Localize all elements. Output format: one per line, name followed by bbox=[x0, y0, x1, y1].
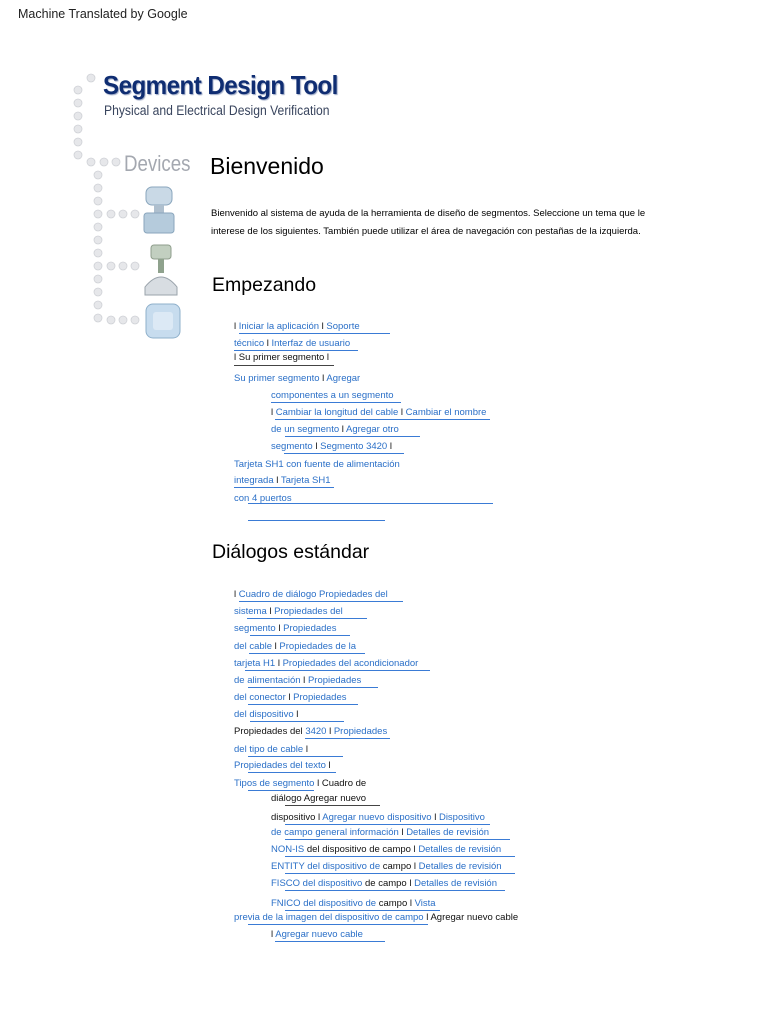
line-underline bbox=[234, 365, 334, 366]
link-underline bbox=[248, 924, 428, 925]
getting-started-heading: Empezando bbox=[212, 274, 317, 296]
intro-paragraph: Bienvenido al sistema de ayuda de la herramienta de diseño de segmentos. Seleccione un tema que le interese de los siguientes. También puede utilizar el área de navegación con pestañas de la izquierda. bbox=[211, 208, 646, 237]
sd-line-4: del cable l Propiedades de la bbox=[234, 641, 357, 652]
sd-line-19: FNICO del dispositivo de campo l Vista bbox=[271, 898, 436, 909]
link-support[interactable]: Soporte bbox=[326, 321, 360, 332]
link-4-ports[interactable]: con 4 puertos bbox=[234, 493, 292, 504]
link-underline bbox=[248, 704, 358, 705]
sd-line-11: Propiedades del texto l bbox=[234, 760, 331, 771]
app-logo-subtitle: Physical and Electrical Design Verification bbox=[104, 103, 330, 118]
link-change-cable-length[interactable]: Cambiar la longitud del cable bbox=[275, 407, 399, 418]
sd-line-14: dispositivo l Agregar nuevo dispositivo l Dispositivo bbox=[271, 812, 485, 823]
sd-line-15: de campo general información l Detalles de revisión bbox=[271, 827, 490, 838]
link-device-properties[interactable]: Propiedades bbox=[293, 692, 347, 703]
link-of-cable[interactable]: del cable bbox=[234, 641, 273, 652]
link-start-app[interactable]: Iniciar la aplicación bbox=[238, 321, 320, 332]
gs-line-2: técnico l Interfaz de usuario bbox=[234, 338, 351, 349]
link-connector-properties[interactable]: Propiedades bbox=[307, 675, 362, 686]
link-user-interface[interactable]: Interfaz de usuario bbox=[271, 338, 351, 349]
link-underline bbox=[275, 941, 385, 942]
link-underline bbox=[248, 687, 378, 688]
sd-line-7: del conector l Propiedades bbox=[234, 692, 347, 703]
link-underline bbox=[285, 839, 510, 840]
link-revision-details-2[interactable]: Detalles de revisión bbox=[418, 844, 502, 855]
link-segment-3420[interactable]: Segmento 3420 bbox=[320, 441, 388, 452]
link-field-general-info[interactable]: de campo general información bbox=[271, 827, 399, 838]
sd-line-20: previa de la imagen del dispositivo de campo l Agregar nuevo cable bbox=[234, 912, 519, 923]
link-text-properties[interactable]: Propiedades del texto bbox=[234, 760, 326, 771]
gs-line-7: de un segmento l Agregar otro bbox=[271, 424, 399, 435]
gs-line-3: l Su primer segmento l bbox=[234, 352, 330, 363]
devices-section-label: Devices bbox=[124, 151, 191, 176]
link-technical[interactable]: técnico bbox=[234, 338, 265, 349]
link-underline bbox=[239, 333, 390, 334]
gs-line-8: segmento l Segmento 3420 l bbox=[271, 441, 392, 452]
link-underline bbox=[239, 601, 403, 602]
sd-line-12: Tipos de segmento l Cuadro de bbox=[234, 778, 367, 789]
link-3420[interactable]: 3420 bbox=[305, 726, 327, 737]
link-revision-details-1[interactable]: Detalles de revisión bbox=[406, 827, 490, 838]
link-underline bbox=[248, 520, 385, 521]
link-field-device-image-preview[interactable]: previa de la imagen del dispositivo de campo bbox=[234, 912, 424, 923]
link-system-properties-dialog[interactable]: Cuadro de diálogo Propiedades del bbox=[238, 589, 388, 600]
link-underline bbox=[285, 910, 440, 911]
link-underline bbox=[247, 618, 367, 619]
sd-line-9: Propiedades del 3420 l Propiedades bbox=[234, 726, 388, 737]
link-fnico-device[interactable]: FNICO del dispositivo de bbox=[271, 898, 377, 909]
link-revision-details-4[interactable]: Detalles de revisión bbox=[414, 878, 497, 889]
link-underline bbox=[285, 824, 490, 825]
link-underline bbox=[250, 635, 350, 636]
sd-line-2: sistema l Propiedades del bbox=[234, 606, 343, 617]
link-underline bbox=[275, 419, 490, 420]
link-integrated[interactable]: integrada bbox=[234, 475, 274, 486]
link-rename[interactable]: Cambiar el nombre bbox=[405, 407, 487, 418]
junction-box-device-icon bbox=[143, 300, 183, 344]
sd-line-6: de alimentación l Propiedades bbox=[234, 675, 362, 686]
sd-line-8: del dispositivo l bbox=[234, 709, 299, 720]
link-of-device[interactable]: del dispositivo bbox=[234, 709, 294, 720]
link-of-cable-type[interactable]: del tipo de cable bbox=[234, 744, 304, 755]
valve-device-icon bbox=[143, 243, 179, 299]
link-power-conditioner-properties[interactable]: Propiedades del acondicionador bbox=[282, 658, 419, 669]
link-fisco-device[interactable]: FISCO del dispositivo bbox=[271, 878, 363, 889]
standard-dialogs-heading: Diálogos estándar bbox=[212, 541, 370, 563]
machine-translated-banner: Machine Translated by Google bbox=[18, 7, 188, 21]
link-underline bbox=[285, 436, 420, 437]
link-entity-device[interactable]: ENTITY del dispositivo de bbox=[271, 861, 381, 872]
link-underline bbox=[271, 402, 401, 403]
link-underline bbox=[234, 350, 358, 351]
link-underline bbox=[285, 856, 515, 857]
line-underline bbox=[285, 805, 380, 806]
link-underline bbox=[285, 890, 505, 891]
link-system[interactable]: sistema bbox=[234, 606, 267, 617]
link-cable-type-properties[interactable]: Propiedades bbox=[333, 726, 388, 737]
sd-line-16: NON-IS del dispositivo de campo l Detalles de revisión bbox=[271, 844, 502, 855]
gs-line-10: integrada l Tarjeta SH1 bbox=[234, 475, 331, 486]
link-underline bbox=[284, 453, 404, 454]
link-underline bbox=[249, 653, 365, 654]
sd-line-18: FISCO del dispositivo de campo l Detalles de revisión bbox=[271, 878, 497, 889]
link-of-segment[interactable]: de un segmento bbox=[271, 424, 340, 435]
sd-line-21: l Agregar nuevo cable bbox=[271, 929, 363, 940]
link-underline bbox=[234, 487, 334, 488]
link-sh1-card[interactable]: Tarjeta SH1 bbox=[280, 475, 331, 486]
link-add-new-cable[interactable]: Agregar nuevo cable bbox=[275, 929, 363, 940]
link-segment-2[interactable]: segmento bbox=[234, 623, 276, 634]
gs-line-4: Su primer segmento l Agregar bbox=[234, 373, 361, 384]
link-underline bbox=[250, 721, 344, 722]
sd-line-3: segmento l Propiedades bbox=[234, 623, 337, 634]
link-cable-properties[interactable]: Propiedades bbox=[283, 623, 337, 634]
link-segment-properties[interactable]: Propiedades del bbox=[274, 606, 343, 617]
link-underline bbox=[245, 670, 430, 671]
link-underline bbox=[248, 772, 336, 773]
link-underline bbox=[248, 790, 314, 791]
link-first-segment[interactable]: Su primer segmento bbox=[234, 373, 320, 384]
gs-line-6: l Cambiar la longitud del cable l Cambiar el nombre bbox=[271, 407, 487, 418]
sd-line-13: diálogo Agregar nuevo bbox=[271, 793, 367, 804]
link-segment-types[interactable]: Tipos de segmento bbox=[234, 778, 315, 789]
link-h1-card-properties[interactable]: Propiedades de la bbox=[279, 641, 357, 652]
link-underline bbox=[285, 873, 515, 874]
sd-line-1: l Cuadro de diálogo Propiedades del bbox=[234, 589, 388, 600]
link-segment[interactable]: segmento bbox=[271, 441, 313, 452]
link-underline bbox=[248, 756, 343, 757]
gs-line-1: l Iniciar la aplicación l Soporte bbox=[234, 321, 360, 332]
link-sh1-card-power[interactable]: Tarjeta SH1 con fuente de alimentación bbox=[234, 459, 400, 470]
sd-line-5: tarjeta H1 l Propiedades del acondicionador bbox=[234, 658, 419, 669]
app-logo-title: Segment Design Tool bbox=[103, 70, 338, 100]
link-non-is[interactable]: NON-IS bbox=[271, 844, 305, 855]
link-view[interactable]: Vista bbox=[414, 898, 436, 909]
link-add[interactable]: Agregar bbox=[326, 373, 361, 384]
link-of-power[interactable]: de alimentación bbox=[234, 675, 301, 686]
link-revision-details-3[interactable]: Detalles de revisión bbox=[418, 861, 502, 872]
link-add-components[interactable]: componentes a un segmento bbox=[271, 390, 394, 401]
page-title: Bienvenido bbox=[210, 153, 324, 179]
link-of-connector[interactable]: del conector bbox=[234, 692, 286, 703]
sd-line-10: del tipo de cable l bbox=[234, 744, 308, 755]
sd-line-17: ENTITY del dispositivo de campo l Detalles de revisión bbox=[271, 861, 502, 872]
link-underline bbox=[305, 738, 390, 739]
link-h1-card[interactable]: tarjeta H1 bbox=[234, 658, 276, 669]
link-underline bbox=[248, 503, 493, 504]
link-add-new-device[interactable]: Agregar nuevo dispositivo bbox=[322, 812, 432, 823]
link-add-another[interactable]: Agregar otro bbox=[346, 424, 399, 435]
link-general-field-device[interactable]: Dispositivo bbox=[438, 812, 485, 823]
transmitter-device-icon bbox=[140, 185, 180, 237]
